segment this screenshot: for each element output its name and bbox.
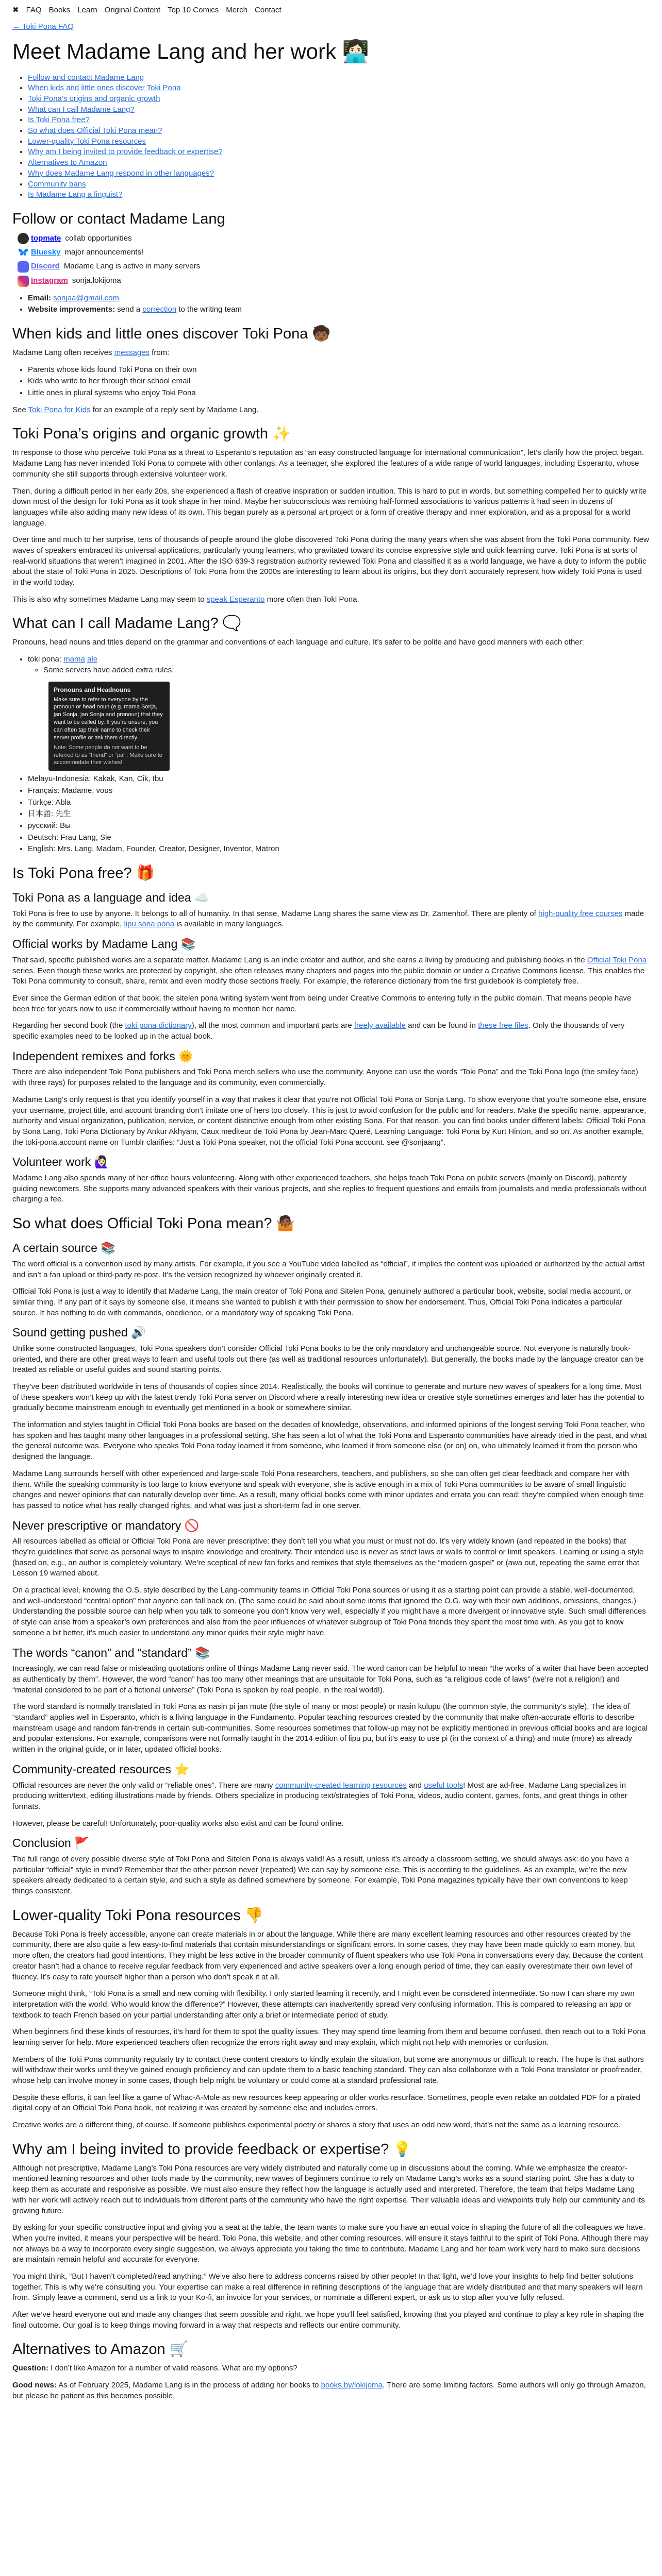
list-item: • русский: Вы <box>28 821 650 832</box>
list-item: • Français: Madame, vous <box>28 786 650 796</box>
feedback-paragraph: Although not prescriptive, Madame Lang’s Toki Pona resources are very widely distributed and naturally come up in discussions about the coming. While we emphasize the creator-mentioned learning resources and other tools made by the community, new waves of beginners continue to rely on Madame Lang’s works as a sound starting point. She has a duty to keep them as accurate and responsive as possible. We must also ensure they reflect how the language is actually used and interpreted. Therefore, the team that helps Madame Lang with her work will actively reach out to individuals from different parts of the community who have the right expertise. Their valuable ideas and viewpoints truly help our community and its growing future. <box>12 2163 645 2215</box>
free-courses-link[interactable]: high-quality free courses <box>538 909 623 918</box>
list-item: • Little ones in plural systems who enjoy Toki Pona <box>28 388 650 399</box>
official-paragraph: Madame Lang surrounds herself with other experienced and large-scale Toki Pona researchers, teachers, and publishers, so she can often get clear feedback and compare her with them. While the speaking community is too large to know everyone and speak with everyone, she is active enough in a mix of Toki Pona communities to be aware of small linguistic changes and newer opinions that can naturally develop over time. As a result, many official books come with minor updates and errata you can read: they’re compiled when enough time has passed to notice what has really changed rights, and what was just a short-term fad in one server. <box>12 1469 644 1510</box>
instagram-icon <box>18 276 29 287</box>
list-item: ◦ Some servers have added extra rules: <box>43 665 650 676</box>
nav-books[interactable]: Books <box>48 5 71 14</box>
amazon-question <box>12 2363 650 2374</box>
freely-available-link[interactable]: freely available <box>354 1021 406 1030</box>
toc-link-origins[interactable]: Toki Pona’s origins and organic growth <box>28 94 160 104</box>
ale-link[interactable]: ale <box>87 655 98 664</box>
list-item: • Türkçe: Abla <box>28 798 650 808</box>
free-p2-pre: That said, specific published works are a separate matter. Madame Lang is an indie creator and author, and she earns a living by producing and publishing books in the <box>12 955 585 964</box>
feedback-heading: Why am I being invited to provide feedback or expertise? 💡 <box>12 2141 412 2158</box>
free-paragraph <box>12 1021 650 1042</box>
official-toki-pona-link[interactable]: Official Toki Pona <box>587 955 647 964</box>
lipu-sona-pona-link[interactable]: lipu sona pona <box>124 920 175 929</box>
correction-link[interactable]: correction <box>142 305 177 314</box>
kids-see-post: for an example of a reply sent by Madame Lang. <box>92 405 259 414</box>
home-logo-link[interactable]: ✖ <box>12 5 19 14</box>
website-pre: send a <box>117 305 141 314</box>
kids-intro <box>12 348 650 359</box>
list-item: • Melayu-Indonesia: Kakak, Kan, Cik, Ibu <box>28 774 650 785</box>
list-item: • Deutsch: Frau Lang, Sie <box>28 833 650 843</box>
list-item: • 日本語: 先生 <box>28 809 650 820</box>
free-p4-post: . Only the thousands of very specific examples need to be looked up in the actual book. <box>12 1021 625 1041</box>
popup-body: Make sure to refer to everyone by the pronoun or head noun (e.g. mama Sonja, jan Sonja, jan Sonja and pronoun) that they want to be called by. If you’re unsure, you can often tap their name to check their server profile or ask them directly. <box>54 696 163 741</box>
lower-paragraph: Creative works are a different thing, of course. If someone publishes experimental poetry or shares a story that uses an odd new word, that’s not the same as a learning resource. <box>12 2121 621 2130</box>
nav-contact[interactable]: Contact <box>254 5 282 14</box>
official-paragraph: Official Toki Pona is just a way to identify that Madame Lang, the main creator of Toki Pona and Sitelen Pona, genuinely authored a particular book, website, social media account, or similar thing. If any part of it says by someone else, it means she wanted to publish it with their permission to show her endorsement. Thus, Official Toki Pona indicates a particular source. It has nothing to do with commands, obedience, or a mandatory way of speaking Toki Pona. <box>12 1287 632 1317</box>
lower-quality-heading: Lower-quality Toki Pona resources 👎 <box>12 1907 263 1924</box>
website-item <box>28 304 650 315</box>
call-intro: Pronouns, head nouns and titles depend on the grammar and conventions of each language and culture. It’s safer to be polite and have good manners with each other: <box>12 638 584 647</box>
toc-link-lower-quality[interactable]: Lower-quality Toki Pona resources <box>28 137 146 146</box>
feedback-paragraph: You might think, “But I haven’t completed/read anything.” We’ve also here to address concerns raised by other people! In that light, we’d love your insights to help find better solutions together. This is why we’re consulting you. Your expertise can make a real difference in refining descriptions of the language that are widely distributed and that many speakers will learn from. Simply leave a comment, send us a link to your Ko-fi, an invoice for your services, or nominate a different expert, or ask us to stop after you’ve fully refused. <box>12 2272 643 2302</box>
official-paragraph: The information and styles taught in Official Toki Pona books are based on the decades of knowledge, observations, and informed opinions of the longest serving Toki Pona teacher, who has spoken and has taught many other languages in a professional setting. She has seen a lot of what the Toki Pona and Esperanto communities have already tried in the past, and what the general outcome was. Everyone who speaks Toki Pona today learned it from someone, who learned it from someone else (or on) on, who ultimately learned it from the person who designed the language. <box>12 1420 647 1462</box>
official-paragraph: However, please be careful! Unfortunately, poor-quality works also exist and can be found online. <box>12 1819 344 1828</box>
free-p4-pre: Regarding her second book (the <box>12 1021 123 1030</box>
toc-link-linguist[interactable]: Is Madame Lang a linguist? <box>28 190 123 199</box>
lower-paragraph: Despite these efforts, it can feel like a game of Whac-A-Mole as new resources keep appearing or older works resurface. Sometimes, people even retake an outdated PDF for a pirated digital copy of an Official Toki Pona book, not realizing it was created by someone else and includes errors. <box>12 2093 640 2113</box>
origins-esperanto-note <box>12 595 650 605</box>
contact-list <box>12 293 650 315</box>
official-sub-community: Community-created resources ⭐ <box>12 1762 190 1776</box>
free-paragraph <box>12 909 650 930</box>
toc-link-other-languages[interactable]: Why does Madame Lang respond in other languages? <box>28 168 214 178</box>
toc-link-call[interactable]: What can I call Madame Lang? <box>28 105 135 114</box>
official-p11-post: ! Most are ad-free. Madame Lang specializes in producing written/text, editing illustrations made by friends. Others specialize in producing text/strategies of Toki Pona, videos, audio content, games, fonts, and great things in other formats. <box>12 1781 627 1811</box>
official-sub-conclusion: Conclusion 🚩 <box>12 1836 89 1850</box>
instagram-brand: Instagram <box>31 276 68 285</box>
toc-link-amazon[interactable]: Alternatives to Amazon <box>28 158 107 167</box>
question-text: I don’t like Amazon for a number of valid reasons. What are my options? <box>51 2364 297 2373</box>
official-p11-pre: Official resources are never the only valid or “reliable ones”. There are many <box>12 1781 273 1790</box>
useful-tools-link[interactable]: useful tools <box>424 1781 464 1790</box>
website-label: Website improvements: <box>28 305 115 314</box>
official-paragraph: The word standard is normally translated in Toki Pona as nasin pi jan mute (the style of many or most people) or nasin kulupu (the common style, the community’s style). The idea of “standard” applies well in Esperanto, which is a living language in the Fundamento. Popular teaching resources created by the community that make often-accurate efforts to describe mainstream usage and random fan-trends in certain sub-communities. Some resources sometimes that follow-up may not be explicitly mentioned in previous official books and are logical and popular extensions. For example, comparisons were not formally taught in the 2014 edition of lipu pu, but it’s easy to use pi (in the context of a thing) and mute (more) as already written in the original guide, or in later, updated official books. <box>12 1702 648 1754</box>
books-by-link[interactable]: books.by/lokijoma <box>321 2381 383 2390</box>
free-paragraph: Madame Lang also spends many of her office hours volunteering. Along with other experienced teachers, she helps teach Toki Pona on public servers (mainly on Discord), patiently guiding newcomers. She supports many advanced speakers with their various projects, and she replies to frequent questions and emails from journalists and media professionals without charging a fee. <box>12 1174 647 1204</box>
bluesky-link[interactable] <box>18 247 61 258</box>
website-post: to the writing team <box>178 305 242 314</box>
dictionary-link[interactable]: toki pona dictionary <box>125 1021 192 1030</box>
social-item-discord <box>18 261 650 273</box>
free-paragraph: Ever since the German edition of that book, the sitelen pona writing system went from being under Creative Commons to entering fully in the public domain. That means people have been free for years now to use it commercially without having to mention her name. <box>12 993 632 1013</box>
lower-paragraph: Because Toki Pona is freely accessible, anyone can create materials in or about the language. While there are many excellent learning resources and other resources created by the community, there are also quite a few easy-to-find materials that contain misunderstandings or significant errors. In some cases, they may have been made quickly to earn money, but more often, the creators had good intentions. They might be less active in the broader community of fluent speakers who use Toki Pona in conversations every day. Because the content creator hasn’t had a chance to receive regular feedback from very experienced and active speakers over a long enough period of time, they can easily overestimate their own level of fluency. It’s easy to rate yourself higher than a person who don’t speak it at all. <box>12 1929 643 1981</box>
free-p1-pre: Toki Pona is free to use by anyone. It belongs to all of humanity. In that sense, Madame Lang shares the same view as Dr. Zamenhof. There are plenty of <box>12 909 536 918</box>
discord-icon <box>18 261 29 273</box>
email-label: Email: <box>28 293 52 302</box>
free-p4-mid2: and can be found in <box>408 1021 476 1030</box>
free-p4-mid: ), all the most common and important parts are <box>191 1021 352 1030</box>
free-sub-volunteer: Volunteer work 🙋🏻‍♀️ <box>12 1155 109 1169</box>
official-paragraph: The full range of every possible diverse style of Toki Pona and Sitelen Pona is always valid! As a result, unless it’s already a classroom setting, we should always ask: do you have a particular “official” style in mind? Remember that the other person never (repeated) We can say by someone else. This is according to the guidelines. As an example, we’re the new speakers already dedicated to a certain style, and such a style as defined somewhere by someone. For example, Toki Pona magazines typically have their own conventions to keep things consistent. <box>12 1854 629 1896</box>
list-item: • Parents whose kids found Toki Pona on their own <box>28 365 650 376</box>
free-sub-remixes: Independent remixes and forks 🌞 <box>12 1049 193 1063</box>
toc-link-follow[interactable]: Follow and contact Madame Lang <box>28 73 144 82</box>
toc-item <box>28 158 650 168</box>
email-link[interactable]: sonjaa@gmail.com <box>53 293 119 302</box>
social-item-bluesky <box>18 247 650 258</box>
free-sub-official-works: Official works by Madame Lang 📚 <box>12 937 196 951</box>
official-paragraph: All resources labelled as official or Official Toki Pona are never prescriptive: they don’t tell you what you must or must not do. It’s very widely known (and repeated in the books) that they’re guidelines that serve as personal ways to inspire knowledge and creativity. Their intended use is never as strict laws or walls to control or limit speakers. Learning or using a style (based on, e.g., an author is completely voluntary. We’re sceptical of new fan forks and remixes that style themselves as the “modern gospel” or (awa out, repeating the same error that Lesson 19 warned about. <box>12 1537 644 1578</box>
bluesky-butterfly-icon <box>18 247 29 258</box>
free-p1-mid: made by the community. For example, <box>12 909 644 929</box>
community-resources-link[interactable]: community-created learning resources <box>275 1781 407 1790</box>
origins-note-pre: This is also why sometimes Madame Lang may seem to <box>12 595 205 604</box>
toc-item <box>28 179 650 190</box>
kids-intro-post: from: <box>152 348 170 357</box>
question-label: Question: <box>12 2364 48 2373</box>
topmate-icon <box>18 233 29 244</box>
free-p1-post: is available in many languages. <box>176 920 284 929</box>
page-title: Meet Madame Lang and her work 👩🏻‍💻 <box>12 39 369 63</box>
kids-see-pre: See <box>12 405 26 414</box>
origins-note-post: more often than Toki Pona. <box>267 595 359 604</box>
official-sub-source: A certain source 📚 <box>12 1241 115 1255</box>
bluesky-desc: major announcements! <box>64 247 144 257</box>
official-sub-canon: The words “canon” and “standard” 📚 <box>12 1646 210 1659</box>
nav-merch[interactable]: Merch <box>226 5 247 14</box>
amazon-answer <box>12 2380 650 2401</box>
discord-desc: Madame Lang is active in many servers <box>63 262 201 271</box>
toc-item <box>28 190 650 200</box>
pronouns-rule-popup <box>48 682 170 771</box>
toki-pona-label: toki pona: <box>28 655 62 664</box>
toc-item <box>28 147 650 158</box>
official-sub-sound: Sound getting pushed 🔊 <box>12 1326 146 1340</box>
bluesky-brand: Bluesky <box>31 247 61 257</box>
social-list <box>12 233 650 287</box>
free-files-link[interactable]: these free files <box>478 1021 528 1030</box>
instagram-link[interactable] <box>18 276 68 287</box>
toc-item <box>28 73 650 83</box>
popup-note: Note: Some people do not want to be referred to as “friend” or “pal”. Make sure to accommodate their wishes! <box>54 744 162 766</box>
toc-item <box>28 126 650 137</box>
lower-paragraph: When beginners find these kinds of resources, it’s hard for them to spot the quality issues. They may spend time learning from them and become confused, then reach out to a Toki Pona learning server for help. More experienced teachers often recognize the errors right away and may explain, which might not help with memories or confusion. <box>12 2027 646 2047</box>
toc-item <box>28 105 650 115</box>
free-sub-language: Toki Pona as a language and idea ☁️ <box>12 891 209 905</box>
toc-item <box>28 168 650 179</box>
nav-top-10-comics[interactable]: Top 10 Comics <box>168 5 219 14</box>
popup-title: Pronouns and Headnouns <box>54 686 131 694</box>
official-paragraph: The word official is a convention used by many artists. For example, if you see a YouTube video labelled as “official”, it implies the content was uploaded or authorized by the actual artist and isn’t a fan upload or third-party re-post. It’s the version recognized by whoever originally created it. <box>12 1259 645 1279</box>
toc-link-bans[interactable]: Community bans <box>28 179 86 189</box>
official-paragraph: Unlike some constructed languages, Toki Pona speakers don’t consider Official Toki Pona books to be the only mandatory and unchangeable source. Not everyone is naturally book-oriented, and there are other great ways to learn and useful tools out there (as well as traditional resources unfortunately). But generally, the books made by the language creator can be treated as reliable or useful guides and sound starting points. <box>12 1344 644 1375</box>
lower-paragraph: Someone might think, “Toki Pona is a small and new coming with flexibility. I only started learning it recently, and I might even be considered intermediate. So now I can share my own interpretation with the world. Who would know the difference?” However, these attempts can inadvertently spread very confusing information. This is compared to releasing an app or textbook to teach French based on your partial understanding after only a brief or intermediate period of study. <box>12 1989 635 2020</box>
email-item <box>28 293 650 304</box>
nav-learn[interactable]: Learn <box>77 5 97 14</box>
toc-item <box>28 137 650 147</box>
answer-post: . There are some limiting factors. Some authors will only go through Amazon, but please be patient as this becomes possible. <box>12 2381 646 2400</box>
list-item <box>28 654 650 771</box>
amazon-heading: Alternatives to Amazon 🛒 <box>12 2341 188 2358</box>
nav-original-content[interactable]: Original Content <box>104 5 161 14</box>
toc-link-free[interactable]: Is Toki Pona free? <box>28 115 90 125</box>
topmate-desc: collab opportunities <box>65 233 132 243</box>
toki-pona-for-kids-link[interactable]: Toki Pona for Kids <box>28 405 91 414</box>
topmate-brand: topmate <box>31 233 61 243</box>
free-paragraph: There are also independent Toki Pona publishers and Toki Pona merch sellers who use the community. Anyone can use the words “Toki Pona” and the Toki Pona logo (the smiley face) with three rays) for purposes related to the language and its community, even commercially. <box>12 1067 638 1088</box>
call-heading: What can I call Madame Lang? 🗨️ <box>12 615 241 632</box>
answer-label: Good news: <box>12 2381 57 2390</box>
feedback-paragraph: By asking for your specific constructive input and giving you a seat at the table, the team wants to make sure you have an equal voice in shaping the future of all the colleagues we have. When you're invited, it means your perspective will be heard. Toki Pona, this website, and other coming resources, will ensure it stays faithful to the spirit of Toki Pona. Although there may not always be a way to incorporate every single suggestion, we always appreciate you taking the time to contribute. Madame Lang and her team work very hard to make sure decisions are maintain remain helpful and accurate for everyone. <box>12 2223 649 2264</box>
origins-paragraph: In response to those who perceive Toki Pona as a threat to Esperanto’s reputation as “an easy constructed language for international communication”, let’s clarify how the project began. Madame Lang has never intended Toki Pona to compete with other conlangs. As a teenager, she explored the features of a wide range of world languages, including Esperanto, whose community she still supports through extensive volunteer work. <box>12 448 644 479</box>
main-content <box>0 22 662 2401</box>
kids-list <box>12 365 650 399</box>
origins-paragraph: Over time and much to her surprise, tens of thousands of people around the globe discovered Toki Pona during the many years when she was absent from the Toki Pona community. New waves of speakers embraced its universal applications, particularly young learners, who gravitated toward its concise expressive style and quick learning curve. Toki Pona is at sorts of real-world situations that weren’t imagined in 2001. After the ISO 639-3 registration authority reviewed Toki Pona and classified it as a world language, we have a duty to inform the public about the state of Toki Pona in 2025. Descriptions of Toki Pona from the 2000s are interesting to learn about its origins, but they don’t accurately represent how widely Toki Pona is used in the world today. <box>12 535 649 587</box>
sub-list <box>28 665 650 676</box>
kids-intro-pre: Madame Lang often receives <box>12 348 112 357</box>
messages-link[interactable]: messages <box>114 348 150 357</box>
official-paragraph <box>12 1781 650 1812</box>
kids-heading: When kids and little ones discover Toki Pona 🧒🏾 <box>12 325 331 342</box>
free-paragraph: Madame Lang’s only request is that you identify yourself in a way that makes it clear that you’re not Official Toki Pona or Sonja Lang. To show everyone that you’re someone else, ensure your username, project title, and account branding don’t imitate one of hers too closely. This is just to avoid confusion for the public and for readers. Make the specific name, appearance, authority and visual organization, publication, service, or content distinctive enough from other existing Sona. For that reason, you can find books under different labels: Official Toki Pona by Sona Lang, Toki Pona Dictionary by Ankur Akhyam, Caux mediteur de Toki Pona by Jean-Marc Queré, Learning Language: Toki Pona by Kurt Hinton, and so on. As another example, the toki-pona.account name on Tumblr clarifies: “Just a Toki Pona speaker, not the official Toki Pona account. see @sonjaang”. <box>12 1095 647 1147</box>
official-paragraph: Increasingly, we can read false or misleading quotations online of things Madame Lang never said. The word canon can be helpful to mean “the works of a writer that have been accepted as authentically by them”. However, the word “canon” has too many other meanings that are unsuitable for Toki Pona, such as “a religious code of laws” (we’re not a religion!) and “material considered to be part of a fictional universe” (Toki Pona is spoken by real people, in the real world!). <box>12 1664 649 1694</box>
feedback-paragraph: After we’ve heard everyone out and made any changes that seem possible and right, we hope you’ll feel satisfied, knowing that you played and continue to play a key role in shaping the final outcome. Our goal is to keep things moving forward in a way that respects and reflects our entire community. <box>12 2310 644 2330</box>
speak-esperanto-link[interactable]: speak Esperanto <box>206 595 265 604</box>
kids-see-also <box>12 405 650 416</box>
free-p2-post: series. Even though these works are protected by copyright, she often releases many chapters and pages into the public domain or under a Creative Commons license. This enables the Toki Pona community to consult, share, remix and even modify those sections freely. For example, the reference dictionary from the first guidebook is completely free. <box>12 966 645 986</box>
official-sub-prescriptive: Never prescriptive or mandatory 🚫 <box>12 1518 200 1532</box>
official-p11-mid: and <box>409 1781 422 1790</box>
follow-heading: Follow or contact Madame Lang <box>12 210 225 227</box>
discord-link[interactable] <box>18 261 60 273</box>
list-item: • English: Mrs. Lang, Madam, Founder, Creator, Designer, Inventor, Matron <box>28 844 650 855</box>
mama-link[interactable]: mama <box>63 655 85 664</box>
social-item-topmate <box>18 233 650 244</box>
back-to-faq-link[interactable]: ← Toki Pona FAQ <box>12 22 74 31</box>
list-item: • Kids who write to her through their school email <box>28 376 650 387</box>
toc-item <box>28 83 650 94</box>
discord-brand: Discord <box>31 262 60 271</box>
topmate-link[interactable] <box>18 233 61 244</box>
origins-heading: Toki Pona’s origins and organic growth ✨ <box>12 426 291 443</box>
toc-link-official[interactable]: So what does Official Toki Pona mean? <box>28 126 162 135</box>
social-item-instagram <box>18 276 650 287</box>
toc-link-kids[interactable]: When kids and little ones discover Toki Pona <box>28 83 181 93</box>
official-heading: So what does Official Toki Pona mean? 🤷🏾 <box>12 1215 295 1232</box>
free-paragraph <box>12 955 650 987</box>
official-paragraph: They’ve been distributed worldwide in tens of thousands of copies since 2014. Realistically, the books will continue to generate and nurture new waves of speakers for a long time. Most of these speakers won’t keep up with the latest trendy Toki Pona server on Discord where a really interesting new idea or creative style sometimes emerges and later has the potential to gradually become mainstream enough to eventually get mentioned in a book or somewhere similar. <box>12 1382 644 1413</box>
answer-pre: As of February 2025, Madame Lang is in the process of adding her books to <box>58 2381 319 2390</box>
instagram-handle: sonja.lokijoma <box>72 276 121 285</box>
toc-link-feedback[interactable]: Why am I being invited to provide feedback or expertise? <box>28 147 223 157</box>
free-heading: Is Toki Pona free? 🎁 <box>12 865 155 882</box>
table-of-contents <box>12 73 650 200</box>
official-paragraph: On a practical level, knowing the O.S. style described by the Lang-community teams in Official Toki Pona sources or using it as a starting point can provide a stable, well-documented, and well-understood “central option” that anyone can fall back on. (The same could be said about some items that ignored the O.G. way with their own additions, omissions, changes.) Understanding the possible source can help when you talk to someone you don’t know very well, especially if you might have a more divergent or innovative style. Such small differences of style can arise from a speaker’s own preferences and also from the peer influences of whatever subgroup of Toki Pona friends they spent the most time with. As you get to know someone a bit better, it’s much easier to understand any minor quirks their style might have. <box>12 1586 646 1637</box>
lower-paragraph: Members of the Toki Pona community regularly try to contact these content creators to kindly explain the situation, but some are anonymous or difficult to reach. The hope is that authors will withdraw their works until they've gained enough proficiency and can update them to a basic teaching standard. They can also collaborate with a Toki Pona translator or proofreader, whose help can involve money in some cases, though help might be voluntary or could come at a standard professional rate. <box>12 2055 644 2085</box>
toc-item <box>28 94 650 105</box>
top-navigation <box>0 0 662 21</box>
origins-paragraph: Then, during a difficult period in her early 20s, she experienced a flash of creative inspiration or sudden intuition. This is hard to put in words, but something compelled her to quickly write down most of the design for Toki Pona as it took shape in her mind. Maybe her subconscious was remixing half-formed associations to various patterns it had seen in dozens of languages while also adding many new ideas of its own. This began purely as a personal art project or a form of creative therapy and inner exploration, and as a proposal for a world language. <box>12 486 647 528</box>
nav-faq[interactable]: FAQ <box>26 5 42 14</box>
toc-item <box>28 115 650 126</box>
call-list <box>12 654 650 855</box>
